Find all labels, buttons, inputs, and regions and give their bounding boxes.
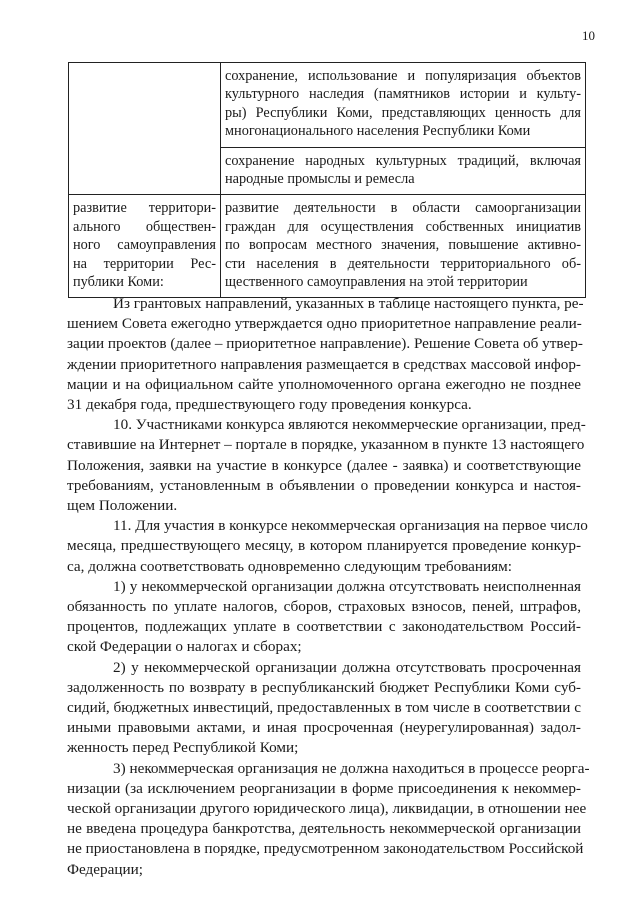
paragraph <box>67 415 586 516</box>
paragraph-line: 11. Для участия в конкурсе некоммерческая организация на первое число <box>113 517 588 535</box>
paragraph <box>67 577 581 658</box>
paragraph-line: женность перед Республикой Коми; <box>67 739 299 757</box>
cell-line: сохранение народных культурных традиций, включая <box>225 152 581 169</box>
paragraph-line: ждении приоритетного направления размещается в средствах массовой инфор- <box>67 355 581 373</box>
table-cell-direction <box>221 63 586 148</box>
paragraph-line: Положения, заявки на участие в конкурсе (далее - заявка) и соответствующие <box>67 456 581 474</box>
paragraph-line: са, должна соответствовать одновременно следующим требованиям: <box>67 557 512 575</box>
paragraph-line: зации проектов (далее – приоритетное направление). Решение Совета об утвер- <box>67 335 583 353</box>
paragraph-line: не введена процедура банкротства, деятельность некоммерческой организации <box>67 820 581 838</box>
paragraph-line: щем Положении. <box>67 497 178 515</box>
grant-directions-table <box>68 62 586 298</box>
cell-line: щественного самоуправления на этой территории <box>225 274 528 291</box>
paragraph-line: шением Совета ежегодно утверждается одно приоритетное направление реали- <box>67 315 582 333</box>
paragraph-line: ческой организации другого юридического лица), ликвидации, в отношении нее <box>67 800 587 818</box>
paragraph-line: ставившие на Интернет – портале в порядке, указанном в пункте 13 настоящего <box>67 436 585 454</box>
document-body <box>67 294 590 880</box>
paragraph-line: 1) у некоммерческой организации должна отсутствовать неисполненная <box>113 577 581 595</box>
paragraph-line: требованиям, установленным в объявлении о проведении конкурса и настоя- <box>67 476 581 494</box>
paragraph-line: месяца, предшествующего месяцу, в котором планируется проведение конкур- <box>67 537 581 555</box>
paragraph-line: низации (за исключением реорганизации в форме присоединения к некоммер- <box>67 779 581 797</box>
paragraph <box>67 294 584 415</box>
paragraph <box>67 658 581 759</box>
paragraph-line: 2) у некоммерческой организации должна отсутствовать просроченная <box>113 658 581 676</box>
paragraph-line: 10. Участниками конкурса являются некоммерческие организации, пред- <box>113 416 586 434</box>
paragraph-line: не приостановлена в порядке, предусмотренном законодательством Российской <box>67 840 584 858</box>
cell-line: ры) Республики Коми, представляющих ценность для <box>225 104 581 121</box>
paragraph-line: Из грантовых направлений, указанных в таблице настоящего пункта, ре- <box>113 295 584 312</box>
cell-line: ального обществен- <box>73 218 216 235</box>
table-cell-category <box>69 195 221 298</box>
paragraph-line: иными правовыми актами, и иная просроченная (неурегулированная) задол- <box>67 719 581 737</box>
cell-line: развитие деятельности в области самоорганизации <box>225 200 581 217</box>
paragraph-line: процентов, подлежащих уплате в соответствии с законодательством Россий- <box>67 618 581 636</box>
paragraph <box>67 759 590 880</box>
cell-line: на территории Рес- <box>73 255 216 272</box>
paragraph-line: Федерации; <box>67 860 143 878</box>
paragraph-line: задолженность по возврату в республиканский бюджет Республики Коми суб- <box>67 678 581 696</box>
cell-line: ного самоуправления <box>73 237 216 254</box>
paragraph-line: 3) некоммерческая организация не должна находиться в процессе реорга- <box>113 759 590 777</box>
paragraph-line: сидий, бюджетных инвестиций, предоставленных в том числе в соответствии с <box>67 699 581 717</box>
paragraph <box>67 516 588 577</box>
cell-line: публики Коми: <box>73 274 164 291</box>
cell-line: развитие территори- <box>73 200 216 217</box>
table-row <box>69 63 586 148</box>
table-cell-category <box>69 63 221 195</box>
table-cell-direction <box>221 195 586 298</box>
cell-line: многонационального населения Республики Коми <box>225 123 531 140</box>
cell-line: сти населения в деятельности территориального об- <box>225 255 581 272</box>
paragraph-line: мации и на официальном сайте уполномоченного органа ежегодно не позднее <box>67 375 581 393</box>
table-cell-direction <box>221 147 586 195</box>
table-row <box>69 195 586 298</box>
paragraph-line: обязанность по уплате налогов, сборов, страховых взносов, пеней, штрафов, <box>67 598 581 616</box>
cell-line: сохранение, использование и популяризация объектов <box>225 68 581 84</box>
paragraph-line: 31 декабря года, предшествующего году проведения конкурса. <box>67 396 472 414</box>
page-number: 10 <box>582 28 595 43</box>
paragraph-line: ской Федерации о налогах и сборах; <box>67 638 302 656</box>
cell-line: культурного наследия (памятников истории и культу- <box>225 86 581 103</box>
cell-line: граждан для осуществления собственных инициатив <box>225 218 581 235</box>
cell-line: народные промыслы и ремесла <box>225 171 415 188</box>
cell-line: по вопросам местного значения, повышение активно- <box>225 237 581 254</box>
